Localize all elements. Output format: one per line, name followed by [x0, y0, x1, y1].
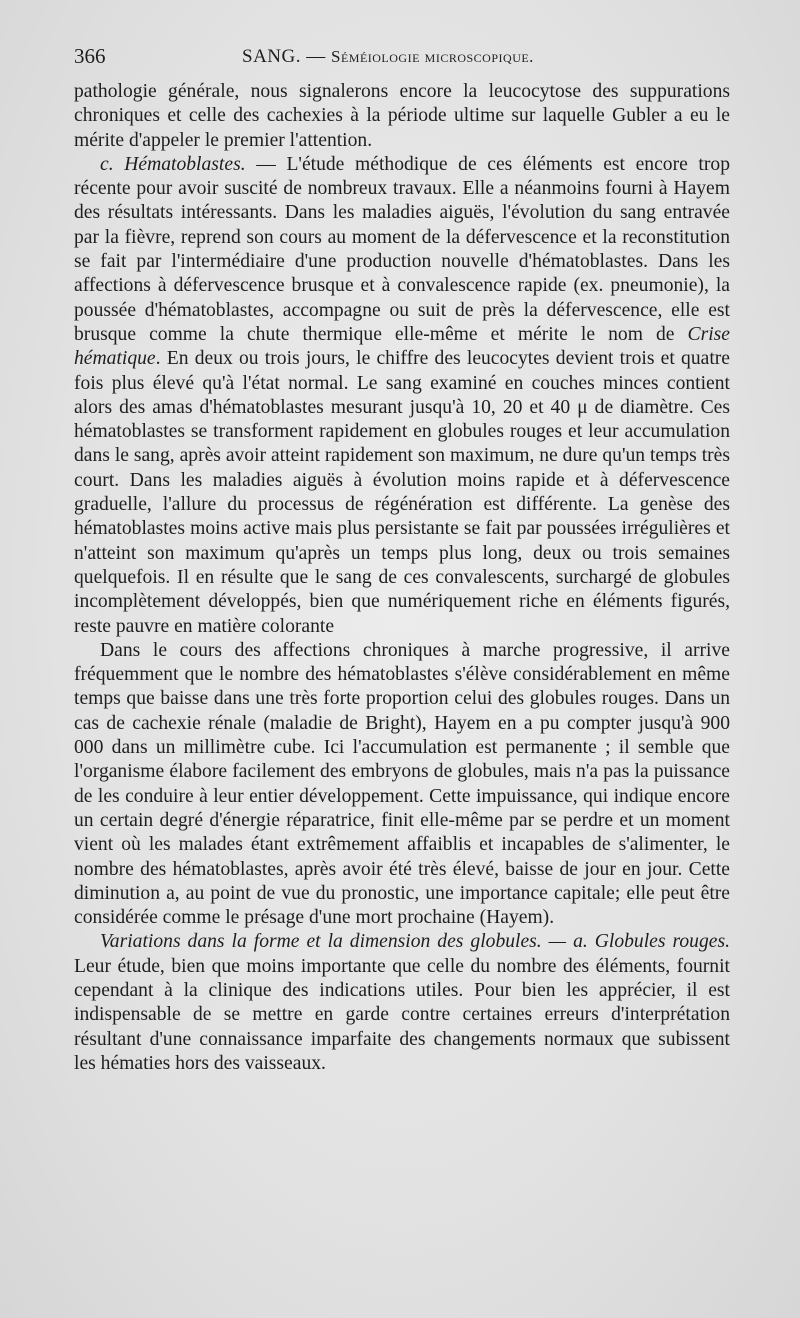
running-head [242, 46, 534, 68]
paragraph-hematoblastes [74, 153, 730, 639]
paragraph-text: Leur étude, bien que moins importante que celle du nombre des éléments, fournit cependant à la clinique des indications utiles. Pour bien les apprécier, il est indispensable de se mettre en garde contre certaines erreurs d'interprétation résultant d'une connaissance imparfaite des changements normaux que subissent les hématies hors des vaisseaux. [74, 955, 730, 1074]
body-text [74, 80, 730, 1076]
paragraph-continued [74, 80, 730, 153]
paragraph-text: Dans le cours des affections chroniques à marche progressive, il arrive fréquemment que le nombre des hématoblastes s'élève considérablement en même temps que baisse dans une très forte proportion celui des globules rouges. Dans un cas de cachexie rénale (maladie de Bright), Hayem en a pu compter jusqu'à 900 000 dans un millimètre cube. Ici l'accumulation est permanente ; il semble que l'organisme élabore facilement des embryons de globules, mais n'a pas la puissance de les conduire à leur entier développement. Cette impuissance, qui indique encore un certain degré d'énergie réparatrice, finit elle-même par se perdre et un moment vient où les malades étant extrêmement affaiblis et incapables de s'alimenter, le nombre des hématoblastes, après avoir été très élevé, baisse de jour en jour. Cette diminution a, au point de vue du pronostic, une importance capitale; elle peut être considérée comme le présage d'une mort prochaine (Hayem). [74, 639, 730, 929]
paragraph-text: . En deux ou trois jours, le chiffre des leucocytes devient trois et quatre fois plus élevé qu'à l'état normal. Le sang examiné en couches minces contient alors des amas d'hématoblastes mesurant jusqu'à 10, 20 et 40 μ de diamètre. Ces hématoblastes se transforment rapidement en globules rouges et leur accumulation dans le sang, après avoir atteint rapidement son maximum, ne dure qu'un temps très court. Dans les maladies aiguës à évolution moins rapide et à défervescence graduelle, l'allure du processus de régénération est différente. La genèse des hématoblastes moins active mais plus persistante se fait par poussées irrégulières et n'atteint son maximum qu'après un temps plus long, deux ou trois semaines quelquefois. Il en résulte que le sang de ces convalescents, surchargé de globules incomplètement développés, bien que numériquement riche en éléments figurés, reste pauvre en matière colorante [74, 348, 730, 637]
paragraph-variations [74, 930, 730, 1076]
header-dash: — [300, 46, 331, 67]
paragraph-text: — L'étude méthodique de ces éléments est encore trop récente pour avoir suscité de nombreux travaux. Elle a néanmoins fourni à Hayem des résultats intéressants. Dans les maladies aiguës, l'évolution du sang entravée par la fièvre, reprend son cours au moment de la défervescence et la reconstitution se fait par l'intermédiaire d'une production nouvelle d'hématoblastes. Dans les affections à défervescence brusque et à convalescence rapide (ex. pneumonie), la poussée d'hématoblastes, accompagne ou suit de près la défervescence, elle est brusque comme la chute thermique elle-même et mérite le nom de [74, 153, 730, 345]
running-title: SANG. [242, 46, 301, 67]
page-number: 366 [74, 44, 106, 68]
page-header [74, 44, 734, 74]
paragraph-chronic [74, 639, 730, 931]
paragraph-text: pathologie générale, nous signalerons encore la leucocytose des suppurations chroniques et celle des cachexies à la période ultime sur laquelle Gubler a eu le mérite d'appeler le premier l'attention. [74, 81, 730, 151]
paragraph-heading: c. Hématoblastes. [100, 153, 246, 175]
paragraph-heading: Variations dans la forme et la dimension des globules. — a. Globules rouges. [100, 931, 730, 953]
emphasis-term: Crise hématique [74, 323, 730, 370]
section-title: Séméiologie microscopique. [330, 47, 534, 66]
